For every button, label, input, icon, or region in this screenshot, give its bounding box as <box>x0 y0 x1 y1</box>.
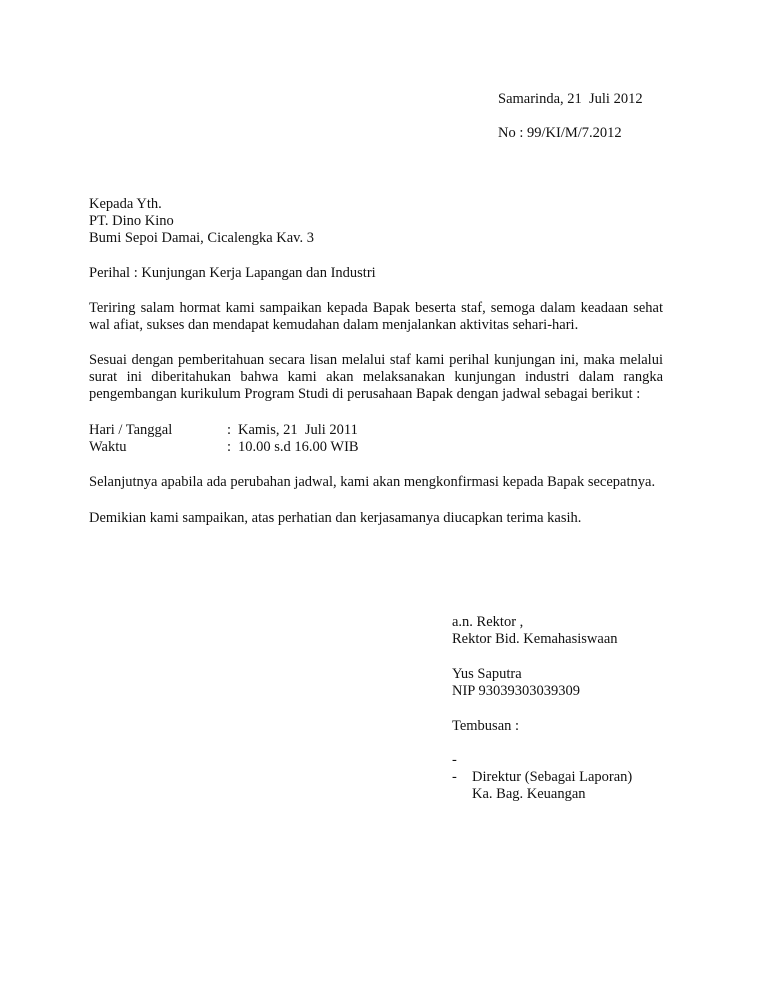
paragraph-line: Sesuai dengan pemberitahuan secara lisan melalui staf kami perihal kunjungan ini, maka melalui <box>89 352 663 368</box>
paragraph-announcement <box>89 352 663 403</box>
paragraph-closing: Demikian kami sampaikan, atas perhatian dan kerjasamanya diucapkan terima kasih. <box>89 510 582 526</box>
cc-text: Direktur (Sebagai Laporan) <box>472 769 633 785</box>
paragraph-line: Teriring salam hormat kami sampaikan kepada Bapak beserta staf, semoga dalam keadaan sehat <box>89 300 663 316</box>
cc-dash: - <box>452 769 457 785</box>
signature-nip: NIP 93039303039309 <box>452 683 580 699</box>
cc-title: Tembusan : <box>452 718 520 734</box>
recipient-company: PT. Dino Kino <box>89 213 174 229</box>
paragraph-followup: Selanjutnya apabila ada perubahan jadwal, kami akan mengkonfirmasi kepada Bapak secepatnya. <box>89 474 656 490</box>
cc-text: Ka. Bag. Keuangan <box>472 786 586 802</box>
schedule-value: 10.00 s.d 16.00 WIB <box>238 439 359 455</box>
letter-subject: Perihal : Kunjungan Kerja Lapangan dan Industri <box>89 265 376 281</box>
signature-on-behalf: a.n. Rektor , <box>452 614 524 630</box>
paragraph-greeting <box>89 300 663 334</box>
paragraph-line: wal afiat, sukses dan mendapat kemudahan dalam menjalankan aktivitas sehari-hari. <box>89 317 579 333</box>
cc-item <box>0 735 768 785</box>
schedule-separator: : <box>227 439 232 455</box>
letter-place-date: Samarinda, 21 Juli 2012 <box>498 91 643 107</box>
signature-name: Yus Saputra <box>452 666 522 682</box>
recipient-address: Bumi Sepoi Damai, Cicalengka Kav. 3 <box>89 230 314 246</box>
schedule-label: Hari / Tanggal <box>89 422 173 438</box>
recipient-salutation: Kepada Yth. <box>89 196 162 212</box>
signature-position: Rektor Bid. Kemahasiswaan <box>452 631 618 647</box>
cc-dash: - <box>452 752 457 768</box>
paragraph-line: pengembangan kurikulum Program Studi di perusahaan Bapak dengan jadwal sebagai berikut : <box>89 386 641 402</box>
schedule-value: Kamis, 21 Juli 2011 <box>238 422 358 438</box>
schedule-label: Waktu <box>89 439 127 455</box>
schedule-separator: : <box>227 422 232 438</box>
paragraph-line: surat ini diberitahukan bahwa kami akan melaksanakan kunjungan industri dalam rangka <box>89 369 663 385</box>
letter-number: No : 99/KI/M/7.2012 <box>498 125 622 141</box>
